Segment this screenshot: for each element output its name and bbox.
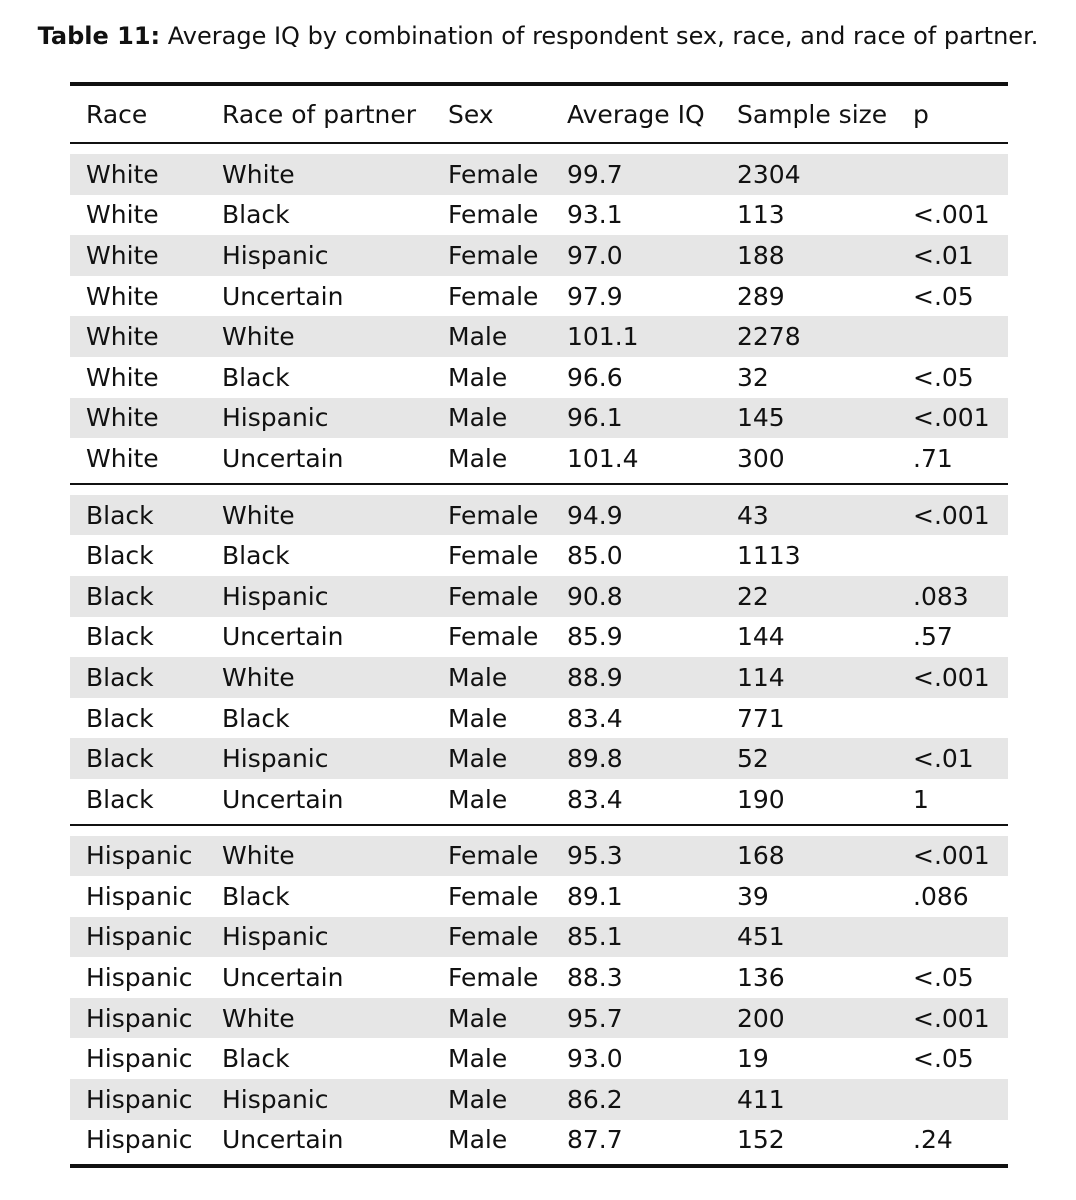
- cell-race-of-partner: Uncertain: [222, 622, 344, 652]
- cell-sample-size: 188: [737, 240, 785, 270]
- table-row: [70, 876, 1008, 917]
- table-row: [70, 195, 1008, 236]
- cell-average-iq: 89.1: [567, 881, 623, 911]
- table-row: [70, 398, 1008, 439]
- cell-average-iq: 96.6: [567, 362, 623, 392]
- cell-average-iq: 85.1: [567, 922, 623, 952]
- cell-sample-size: 39: [737, 881, 769, 911]
- cell-race-of-partner: White: [222, 1003, 295, 1033]
- cell-sample-size: 411: [737, 1084, 785, 1114]
- cell-p: <.001: [913, 1003, 990, 1033]
- header-sample-size: Sample size: [737, 99, 888, 129]
- header-average-iq: Average IQ: [567, 99, 705, 129]
- table-row: [70, 998, 1008, 1039]
- cell-sample-size: 2304: [737, 159, 801, 189]
- table-caption-label: Table 11:: [37, 22, 161, 50]
- cell-p: .24: [913, 1125, 953, 1155]
- cell-sample-size: 1113: [737, 541, 801, 571]
- header-race-of-partner: Race of partner: [222, 99, 417, 129]
- cell-sex: Female: [448, 881, 539, 911]
- group-spacer: [70, 144, 1008, 154]
- table-row: [70, 1038, 1008, 1079]
- cell-sex: Male: [448, 322, 508, 352]
- cell-race-of-partner: White: [222, 500, 295, 530]
- cell-sample-size: 2278: [737, 322, 801, 352]
- cell-average-iq: 88.9: [567, 662, 623, 692]
- cell-average-iq: 101.4: [567, 443, 639, 473]
- table-row: [70, 617, 1008, 658]
- cell-race-of-partner: Hispanic: [222, 744, 329, 774]
- bottom-rule: [70, 1164, 1008, 1168]
- cell-race-of-partner: Black: [222, 1044, 290, 1074]
- cell-p: <.001: [913, 200, 990, 230]
- cell-sample-size: 114: [737, 662, 785, 692]
- cell-race-of-partner: Black: [222, 362, 290, 392]
- cell-p: <.01: [913, 744, 974, 774]
- cell-race: White: [86, 403, 159, 433]
- cell-p: <.001: [913, 662, 990, 692]
- cell-sample-size: 152: [737, 1125, 785, 1155]
- cell-sex: Female: [448, 240, 539, 270]
- cell-sample-size: 771: [737, 703, 785, 733]
- cell-p: <.05: [913, 963, 974, 993]
- table-row: [70, 154, 1008, 195]
- header-p: p: [913, 99, 929, 129]
- cell-sex: Female: [448, 841, 539, 871]
- header-sex: Sex: [448, 99, 494, 129]
- cell-sample-size: 145: [737, 403, 785, 433]
- table-row: [70, 657, 1008, 698]
- group-spacer: [70, 485, 1008, 495]
- cell-race: White: [86, 159, 159, 189]
- table-row: [70, 779, 1008, 820]
- cell-sex: Male: [448, 1084, 508, 1114]
- cell-race: White: [86, 322, 159, 352]
- table-row: [70, 698, 1008, 739]
- cell-race: Hispanic: [86, 1125, 193, 1155]
- cell-race-of-partner: Uncertain: [222, 963, 344, 993]
- cell-race: White: [86, 200, 159, 230]
- cell-average-iq: 95.3: [567, 841, 623, 871]
- table-row: [70, 917, 1008, 958]
- group-spacer: [70, 826, 1008, 836]
- cell-average-iq: 93.0: [567, 1044, 623, 1074]
- cell-sample-size: 289: [737, 281, 785, 311]
- cell-average-iq: 89.8: [567, 744, 623, 774]
- cell-p: <.05: [913, 1044, 974, 1074]
- cell-race-of-partner: White: [222, 322, 295, 352]
- cell-sex: Male: [448, 403, 508, 433]
- cell-race-of-partner: Uncertain: [222, 443, 344, 473]
- cell-race-of-partner: Uncertain: [222, 784, 344, 814]
- cell-sex: Male: [448, 443, 508, 473]
- cell-race: Black: [86, 581, 154, 611]
- cell-sample-size: 22: [737, 581, 769, 611]
- cell-race-of-partner: Black: [222, 200, 290, 230]
- cell-average-iq: 88.3: [567, 963, 623, 993]
- table-row: [70, 438, 1008, 479]
- cell-race: Hispanic: [86, 1084, 193, 1114]
- cell-race-of-partner: Hispanic: [222, 1084, 329, 1114]
- cell-race: Black: [86, 662, 154, 692]
- table-row: [70, 576, 1008, 617]
- cell-race: Black: [86, 784, 154, 814]
- cell-average-iq: 85.9: [567, 622, 623, 652]
- cell-average-iq: 93.1: [567, 200, 623, 230]
- cell-race: Hispanic: [86, 922, 193, 952]
- cell-sex: Female: [448, 200, 539, 230]
- cell-sample-size: 190: [737, 784, 785, 814]
- cell-race-of-partner: Hispanic: [222, 922, 329, 952]
- cell-sample-size: 136: [737, 963, 785, 993]
- table-row: [70, 535, 1008, 576]
- cell-sex: Female: [448, 963, 539, 993]
- cell-sex: Female: [448, 622, 539, 652]
- cell-average-iq: 95.7: [567, 1003, 623, 1033]
- cell-sample-size: 168: [737, 841, 785, 871]
- cell-race-of-partner: Hispanic: [222, 581, 329, 611]
- cell-average-iq: 87.7: [567, 1125, 623, 1155]
- cell-race: White: [86, 281, 159, 311]
- cell-race: Black: [86, 500, 154, 530]
- cell-sample-size: 43: [737, 500, 769, 530]
- cell-sex: Female: [448, 581, 539, 611]
- cell-p: <.001: [913, 403, 990, 433]
- table-row: [70, 1079, 1008, 1120]
- cell-race: Black: [86, 622, 154, 652]
- cell-sample-size: 451: [737, 922, 785, 952]
- iq-table: [70, 82, 1008, 1168]
- cell-p: <.05: [913, 362, 974, 392]
- cell-race: White: [86, 362, 159, 392]
- cell-sample-size: 52: [737, 744, 769, 774]
- table-row: [70, 1120, 1008, 1161]
- cell-race-of-partner: Black: [222, 703, 290, 733]
- cell-sex: Male: [448, 362, 508, 392]
- cell-average-iq: 83.4: [567, 703, 623, 733]
- table-row: [70, 235, 1008, 276]
- cell-average-iq: 85.0: [567, 541, 623, 571]
- cell-average-iq: 97.0: [567, 240, 623, 270]
- cell-p: <.001: [913, 841, 990, 871]
- cell-race-of-partner: Hispanic: [222, 240, 329, 270]
- table-body: [70, 144, 1008, 1164]
- cell-sex: Female: [448, 541, 539, 571]
- cell-race: Hispanic: [86, 841, 193, 871]
- cell-average-iq: 97.9: [567, 281, 623, 311]
- cell-p: .71: [913, 443, 953, 473]
- cell-sex: Female: [448, 922, 539, 952]
- cell-race: Black: [86, 703, 154, 733]
- table-row: [70, 495, 1008, 536]
- cell-sex: Female: [448, 159, 539, 189]
- cell-average-iq: 101.1: [567, 322, 639, 352]
- table-row: [70, 738, 1008, 779]
- cell-race-of-partner: Black: [222, 881, 290, 911]
- header-race: Race: [86, 99, 148, 129]
- cell-race-of-partner: Uncertain: [222, 281, 344, 311]
- cell-sex: Female: [448, 500, 539, 530]
- cell-sample-size: 19: [737, 1044, 769, 1074]
- cell-race: Hispanic: [86, 1003, 193, 1033]
- table-row: [70, 957, 1008, 998]
- cell-sex: Male: [448, 1003, 508, 1033]
- cell-p: <.05: [913, 281, 974, 311]
- cell-p: .086: [913, 881, 969, 911]
- table-row: [70, 316, 1008, 357]
- cell-sex: Male: [448, 1125, 508, 1155]
- cell-p: 1: [913, 784, 929, 814]
- cell-race: White: [86, 240, 159, 270]
- cell-race: Hispanic: [86, 881, 193, 911]
- cell-average-iq: 99.7: [567, 159, 623, 189]
- table-header-row: [70, 86, 1008, 142]
- cell-average-iq: 94.9: [567, 500, 623, 530]
- cell-race: Black: [86, 744, 154, 774]
- table-row: [70, 357, 1008, 398]
- cell-average-iq: 96.1: [567, 403, 623, 433]
- cell-race-of-partner: Black: [222, 541, 290, 571]
- cell-race-of-partner: White: [222, 841, 295, 871]
- cell-sex: Male: [448, 662, 508, 692]
- cell-sex: Male: [448, 1044, 508, 1074]
- table-caption-text: Average IQ by combination of respondent sex, race, and race of partner.: [167, 22, 1039, 50]
- cell-race: Hispanic: [86, 963, 193, 993]
- cell-sex: Male: [448, 744, 508, 774]
- cell-sample-size: 300: [737, 443, 785, 473]
- cell-sample-size: 113: [737, 200, 785, 230]
- cell-average-iq: 90.8: [567, 581, 623, 611]
- table-caption: [0, 22, 1076, 50]
- cell-p: .083: [913, 581, 969, 611]
- cell-p: .57: [913, 622, 953, 652]
- cell-sex: Male: [448, 703, 508, 733]
- cell-race-of-partner: White: [222, 159, 295, 189]
- cell-race: Black: [86, 541, 154, 571]
- cell-race-of-partner: Uncertain: [222, 1125, 344, 1155]
- cell-p: <.001: [913, 500, 990, 530]
- cell-race-of-partner: Hispanic: [222, 403, 329, 433]
- cell-p: <.01: [913, 240, 974, 270]
- cell-average-iq: 86.2: [567, 1084, 623, 1114]
- cell-sample-size: 200: [737, 1003, 785, 1033]
- cell-sex: Male: [448, 784, 508, 814]
- table-row: [70, 836, 1008, 877]
- cell-race-of-partner: White: [222, 662, 295, 692]
- cell-sample-size: 144: [737, 622, 785, 652]
- cell-average-iq: 83.4: [567, 784, 623, 814]
- cell-race: Hispanic: [86, 1044, 193, 1074]
- cell-race: White: [86, 443, 159, 473]
- table-row: [70, 276, 1008, 317]
- cell-sample-size: 32: [737, 362, 769, 392]
- cell-sex: Female: [448, 281, 539, 311]
